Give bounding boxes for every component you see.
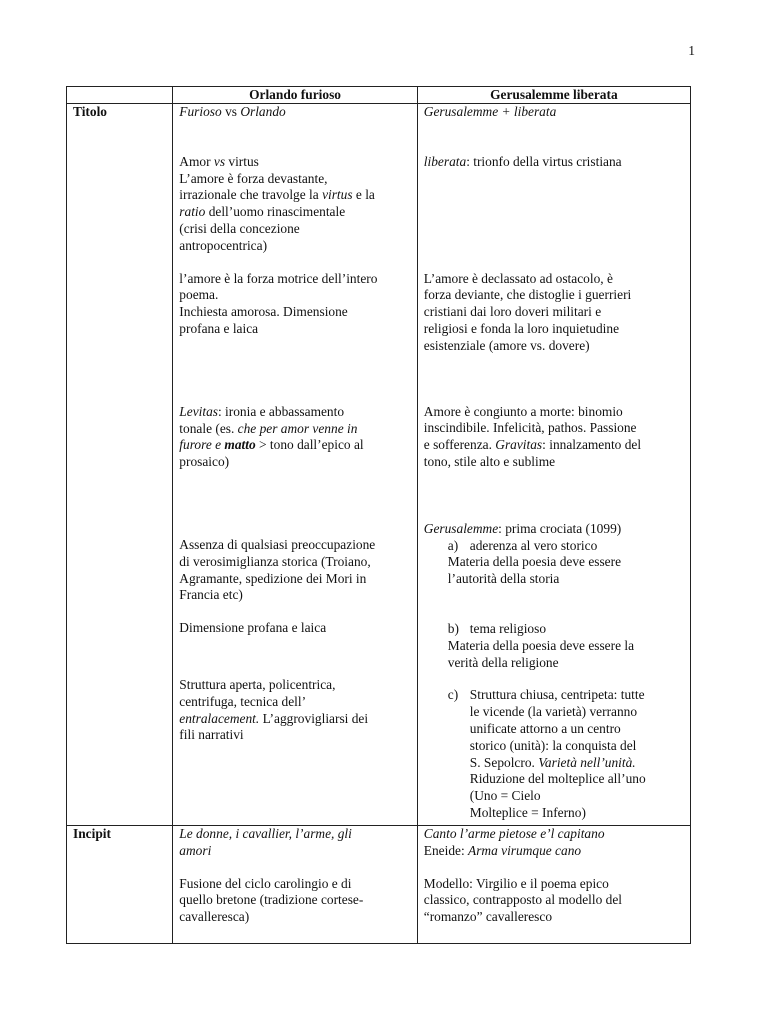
- row-label-titolo: Titolo: [67, 104, 173, 826]
- text-line: Fusione del ciclo carolingio e di: [179, 875, 352, 891]
- row-incipit: [67, 826, 691, 944]
- header-empty: [67, 87, 173, 104]
- text-span: irrazionale che travolge la: [179, 187, 323, 203]
- text-line: Modello: Virgilio e il poema epico: [423, 875, 609, 891]
- text-span: ratio: [179, 204, 206, 220]
- cell-incipit-gerusalemme: [417, 826, 690, 944]
- text-line: verità della religione: [447, 654, 559, 670]
- text-span: Amor: [179, 153, 214, 169]
- text-line: Le donne, i cavallier, l’arme, gli: [179, 826, 352, 841]
- page-number: 1: [688, 43, 695, 58]
- text-line: profana e laica: [179, 320, 259, 336]
- text-line: tono, stile alto e sublime: [423, 453, 556, 469]
- text-line: Canto l’arme pietose e’l capitano: [423, 826, 605, 841]
- text-line: l’autorità della storia: [447, 571, 560, 587]
- text-line: centrifuga, tecnica dell’: [179, 693, 307, 709]
- text-span: Struttura chiusa, centripeta: tutte: [469, 687, 645, 703]
- text-span: che per amor venne in: [237, 420, 358, 436]
- text-line: amori: [179, 842, 212, 858]
- text-span: : innalzamento del: [542, 437, 642, 453]
- text-line: Amore è congiunto a morte: binomio: [423, 403, 623, 419]
- text-span: Orlando: [240, 104, 286, 119]
- text-line: di verosimiglianza storica (Troiano,: [179, 553, 371, 569]
- gerusalemme-crociata-block: [424, 521, 684, 538]
- text-span: : ironia e abbassamento: [217, 403, 345, 419]
- text-line: religiosi e fonda la loro inquietudine: [423, 320, 620, 336]
- text-span: Eneide:: [423, 842, 469, 858]
- text-span: : trionfo della virtus cristiana: [466, 153, 622, 169]
- text-span: Levitas: [179, 403, 218, 419]
- gerusalemme-liberata-block: [424, 154, 684, 171]
- text-line: quello bretone (tradizione cortese-: [179, 892, 364, 908]
- orlando-struttura-block: [179, 677, 410, 744]
- row-label-incipit: Incipit: [67, 826, 173, 944]
- cell-incipit-orlando: [173, 826, 417, 944]
- list-item-b: [424, 621, 684, 671]
- text-line: fili narrativi: [179, 727, 244, 743]
- gerusalemme-amore-block: [424, 271, 684, 355]
- gerusalemme-title-line: Gerusalemme + liberata: [423, 104, 557, 119]
- text-line: esistenziale (amore vs. dovere): [423, 337, 590, 353]
- text-line: Assenza di qualsiasi preoccupazione: [179, 536, 376, 552]
- list-item-a: [424, 538, 684, 588]
- text-span: tema religioso: [469, 620, 547, 636]
- text-span: > tono dall’epico al: [255, 437, 364, 453]
- text-line: Molteplice = Inferno): [469, 804, 586, 820]
- gerusalemme-morte-block: [424, 404, 684, 471]
- text-line: cavalleresca): [179, 909, 250, 925]
- text-line: Inchiesta amorosa. Dimensione: [179, 304, 348, 320]
- orlando-storia-block: [179, 537, 410, 604]
- text-line: (Uno = Cielo: [469, 788, 541, 804]
- header-gerusalemme: Gerusalemme liberata: [417, 87, 690, 104]
- orlando-motrice-block: [179, 271, 410, 338]
- text-line: poema.: [179, 287, 219, 303]
- text-line: forza deviante, che distoglie i guerrieri: [423, 287, 632, 303]
- text-line: Struttura aperta, policentrica,: [179, 676, 336, 692]
- list-item-c: [424, 687, 684, 821]
- text-line: unificate attorno a un centro: [469, 720, 621, 736]
- text-span: virtus: [225, 153, 259, 169]
- text-span: tonale (es.: [179, 420, 238, 436]
- text-line: “romanzo” cavalleresco: [423, 909, 553, 925]
- text-line: Francia etc): [179, 587, 243, 603]
- text-line: Agramante, spedizione dei Mori in: [179, 570, 367, 586]
- text-line: antropocentrica): [179, 237, 268, 253]
- text-line: Riduzione del molteplice all’uno: [469, 771, 646, 787]
- text-span: vs: [221, 104, 241, 119]
- text-line: le vicende (la varietà) verranno: [469, 704, 638, 720]
- cell-titolo-gerusalemme: [417, 104, 690, 826]
- orlando-profana-block: Dimensione profana e laica: [179, 620, 327, 636]
- header-row: [67, 87, 691, 104]
- text-line: l’amore è la forza motrice dell’intero: [179, 270, 378, 286]
- text-span: Gravitas: [495, 437, 543, 453]
- text-span: matto: [224, 437, 256, 453]
- text-span: liberata: [423, 153, 467, 169]
- text-span: L’aggrovigliarsi dei: [259, 710, 369, 726]
- text-line: classico, contrapposto al modello del: [423, 892, 622, 908]
- text-span: Varietà nell’unità.: [538, 754, 636, 770]
- text-span: furore e: [179, 437, 225, 453]
- text-line: cristiani dai loro doveri militari e: [423, 304, 602, 320]
- text-span: S. Sepolcro.: [469, 754, 539, 770]
- text-span: vs: [213, 153, 226, 169]
- text-line: Materia della poesia deve essere: [447, 554, 622, 570]
- list-marker: c): [447, 687, 459, 703]
- text-line: (crisi della concezione: [179, 220, 300, 236]
- text-line: Materia della poesia deve essere la: [447, 637, 635, 653]
- text-span: virtus: [322, 187, 353, 203]
- comparison-table: [66, 86, 691, 944]
- text-span: e la: [352, 187, 375, 203]
- list-marker: b): [447, 620, 459, 636]
- text-span: Arma virumque cano: [468, 842, 582, 858]
- text-span: Gerusalemme: [423, 520, 499, 536]
- orlando-levitas-block: [179, 404, 410, 471]
- orlando-title-line: [179, 104, 410, 121]
- cell-titolo-orlando: [173, 104, 417, 826]
- text-line: L’amore è declassato ad ostacolo, è: [423, 270, 613, 286]
- text-span: aderenza al vero storico: [469, 537, 598, 553]
- row-titolo: [67, 104, 691, 826]
- text-line: inscindibile. Infelicità, pathos. Passione: [423, 420, 637, 436]
- text-span: dell’uomo rinascimentale: [205, 204, 346, 220]
- text-span: entralacement.: [179, 710, 260, 726]
- text-span: : prima crociata (1099): [498, 520, 622, 536]
- header-orlando: Orlando furioso: [173, 87, 417, 104]
- text-line: L’amore è forza devastante,: [179, 170, 328, 186]
- orlando-amor-block: [179, 154, 410, 255]
- text-line: prosaico): [179, 454, 230, 470]
- list-marker: a): [447, 537, 459, 553]
- text-span: e sofferenza.: [423, 437, 496, 453]
- text-line: storico (unità): la conquista del: [469, 737, 637, 753]
- text-span: Furioso: [179, 104, 222, 119]
